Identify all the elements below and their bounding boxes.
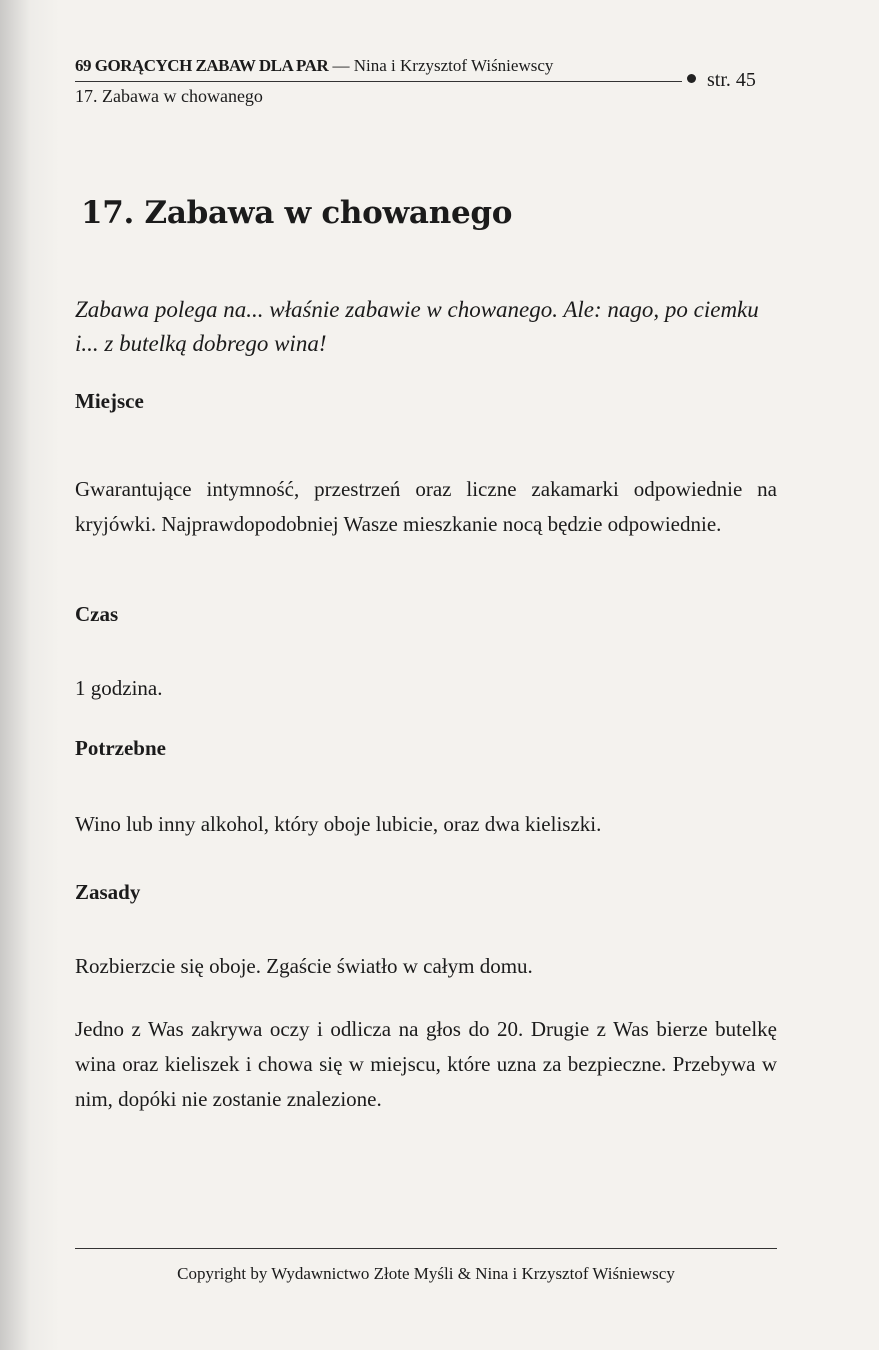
header-rule <box>75 81 682 82</box>
page-edge-shadow <box>0 0 60 1350</box>
section-heading-czas: Czas <box>75 602 119 626</box>
header-chapter: 17. Zabawa w chowanego <box>75 86 263 106</box>
header-book-title: 69 GORĄCYCH ZABAW DLA PAR <box>75 56 329 75</box>
footer-rule <box>75 1248 777 1249</box>
lead-paragraph: Zabawa polega na... właśnie zabawie w chowanego. Ale: nago, po ciemku i... z butelką dobrego wina! <box>75 297 759 356</box>
section-heading-potrzebne: Potrzebne <box>75 736 166 760</box>
article-body <box>75 195 777 1117</box>
section-text-miejsce: Gwarantujące intymność, przestrzeń oraz liczne zakamarki odpowiednie na kryjówki. Najprawdopodobniej Wasze mieszkanie nocą będzie odpowiednie. <box>75 477 777 536</box>
header-book-line <box>75 56 553 76</box>
header-separator: — <box>328 56 354 75</box>
section-heading-miejsce: Miejsce <box>75 389 144 413</box>
page-number: str. 45 <box>707 69 756 91</box>
copyright-notice: Copyright by Wydawnictwo Złote Myśli & Nina i Krzysztof Wiśniewscy <box>177 1264 675 1283</box>
chapter-title: 17. Zabawa w chowanego <box>81 195 513 231</box>
section-text-zasady-2: Jedno z Was zakrywa oczy i odlicza na głos do 20. Drugie z Was bierze butelkę wina oraz kieliszek i chowa się w miejscu, które uzna za bezpieczne. Przebywa w nim, dopóki nie zostanie znalezione. <box>75 1017 777 1111</box>
section-heading-zasady: Zasady <box>75 880 141 904</box>
header-bullet-icon <box>687 74 696 83</box>
header-authors: Nina i Krzysztof Wiśniewscy <box>353 56 554 75</box>
section-text-zasady-1: Rozbierzcie się oboje. Zgaście światło w całym domu. <box>75 954 533 978</box>
section-text-potrzebne: Wino lub inny alkohol, który oboje lubicie, oraz dwa kieliszki. <box>75 812 602 836</box>
section-text-czas: 1 godzina. <box>75 676 163 700</box>
running-header <box>75 50 775 110</box>
page-footer <box>75 1248 777 1284</box>
